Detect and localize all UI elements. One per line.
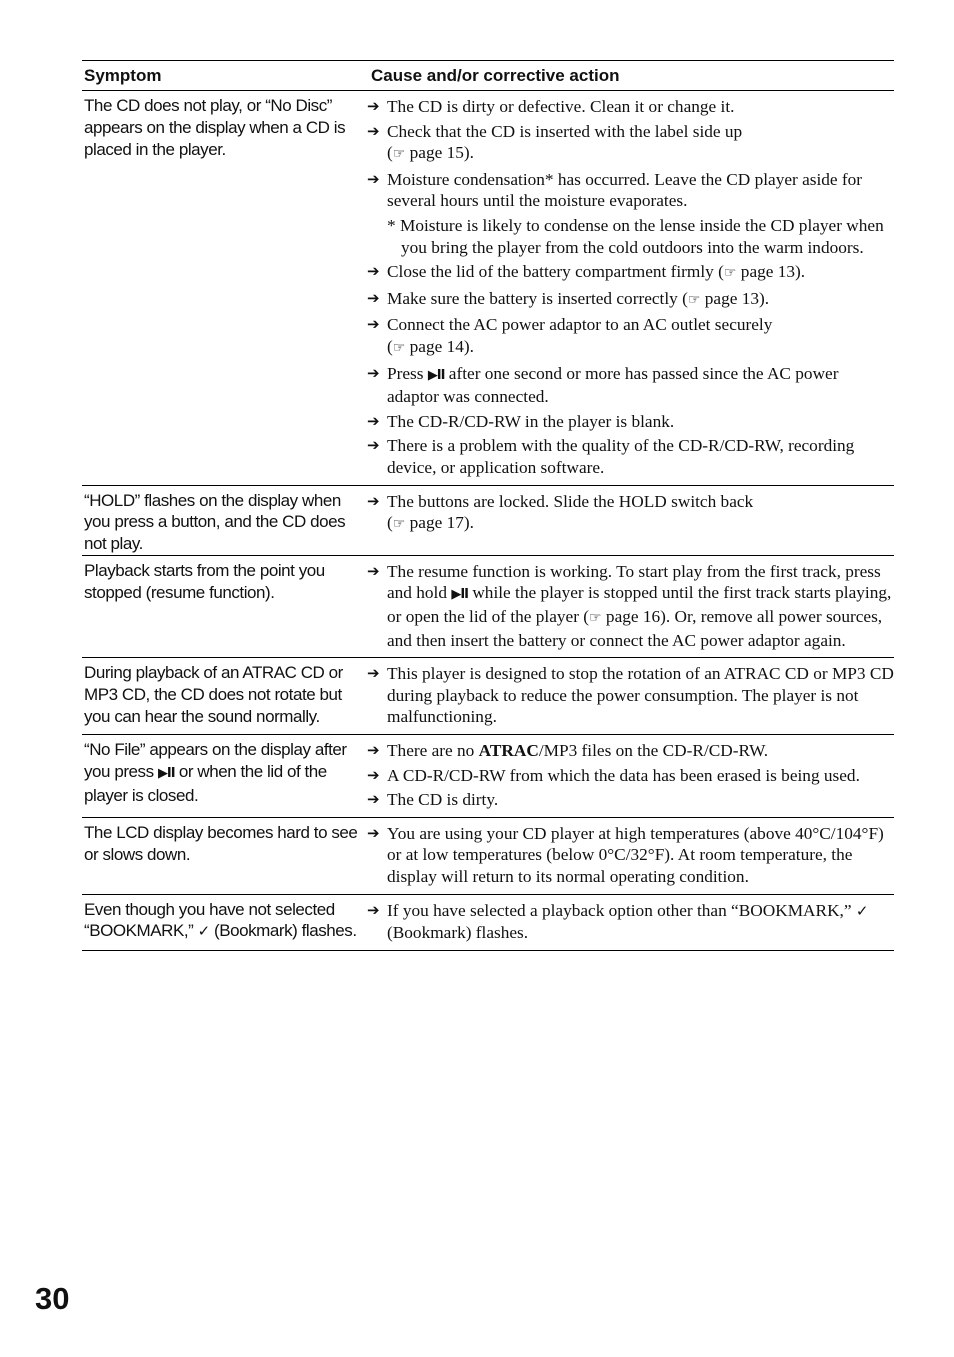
bookmark-icon: ✓ — [197, 922, 210, 941]
arrow-icon: ➔ — [367, 97, 380, 115]
table-row — [82, 818, 894, 895]
list-item: ➔ The CD is dirty or defective. Clean it or change it. — [367, 97, 735, 116]
bookmark-icon: ✓ — [855, 901, 869, 920]
footnote: * Moisture is likely to condense on the lense inside the CD player when you bring the player from the cold outdoors into the warm indoors. — [387, 215, 884, 257]
symptom-cell: “HOLD” flashes on the display when you press a button, and the CD does not play. — [84, 490, 346, 554]
pointing-hand-icon: ☞ — [723, 265, 737, 282]
arrow-icon: ➔ — [367, 741, 380, 760]
pointing-hand-icon: ☞ — [687, 291, 701, 308]
arrow-icon: ➔ — [367, 121, 380, 140]
table-header — [82, 61, 894, 91]
arrow-icon: ➔ — [367, 288, 380, 307]
list-item: ➔ The CD is dirty. — [367, 790, 499, 810]
list-item: ➔ The CD-R/CD-RW in the player is blank. — [367, 411, 675, 431]
arrow-icon: ➔ — [367, 561, 380, 580]
symptom-cell: Playback starts from the point you stopped (resume function). — [84, 560, 325, 602]
arrow-icon: ➔ — [367, 790, 380, 809]
header-symptom: Symptom — [84, 65, 162, 85]
symptom-cell: During playback of an ATRAC CD or MP3 CD, the CD does not rotate but you can hear the sound normally. — [84, 663, 343, 726]
table-row — [82, 556, 894, 658]
list-item: ➔ Moisture condensation* has occurred. Leave the CD player aside for several hours until the moisture evaporates. — [367, 169, 863, 211]
list-item: ➔ You are using your CD player at high temperatures (above 40°C/104°F) or at low temperatures (below 0°C/32°F). At room temperature, the display will return to its normal operating condition. — [367, 823, 884, 887]
pointing-hand-icon: ☞ — [589, 610, 602, 627]
list-item: ➔ Connect the AC power adaptor to an AC outlet securely (☞ page 14). — [367, 315, 773, 356]
list-item: ➔ Make sure the battery is inserted correctly (☞ page 13). — [367, 288, 770, 308]
list-item: ➔ If you have selected a playback option other than “BOOKMARK,” ✓ (Bookmark) flashes. — [367, 900, 869, 943]
list-item: ➔ This player is designed to stop the rotation of an ATRAC CD or MP3 CD during playback to reduce the power consumption. The player is not malfunctioning. — [367, 664, 894, 727]
page-number: 30 — [35, 1281, 70, 1316]
table-row — [82, 895, 894, 951]
arrow-icon: ➔ — [367, 411, 380, 430]
table-row — [82, 735, 894, 818]
action-cell — [364, 91, 894, 485]
list-item: ➔ The buttons are locked. Slide the HOLD switch back (☞ page 17). — [367, 491, 754, 533]
arrow-icon: ➔ — [367, 169, 380, 188]
troubleshooting-table — [82, 60, 894, 951]
action-cell — [364, 735, 894, 817]
arrow-icon: ➔ — [367, 491, 380, 510]
table-row — [82, 91, 894, 486]
arrow-icon: ➔ — [367, 262, 380, 281]
arrow-icon: ➔ — [367, 765, 380, 784]
arrow-icon: ➔ — [367, 664, 380, 683]
list-item: ➔ The resume function is working. To start play from the first track, press and hold ▶II while the player is stopped until the first track starts playing, or open the lid of the player (☞ page 16). Or, remove all power sources, and then insert the battery or connect the AC power adaptor again. — [367, 561, 892, 650]
atrac-logo: ATRAC — [478, 741, 539, 761]
symptom-cell: The CD does not play, or “No Disc” appears on the display when a CD is placed in the player. — [84, 96, 346, 159]
list-item: ➔ Close the lid of the battery compartment firmly (☞ page 13). — [367, 262, 806, 282]
arrow-icon: ➔ — [367, 823, 380, 842]
pointing-hand-icon: ☞ — [392, 146, 406, 163]
list-item: ➔ A CD-R/CD-RW from which the data has been erased is being used. — [367, 765, 860, 785]
arrow-icon: ➔ — [367, 436, 380, 455]
list-item: ➔ Press ▶II after one second or more has passed since the AC power adaptor was connected. — [367, 363, 839, 407]
pointing-hand-icon: ☞ — [392, 339, 406, 356]
list-item: ➔ There is a problem with the quality of the CD-R/CD-RW, recording device, or application software. — [367, 436, 855, 477]
header-cause: Cause and/or corrective action — [371, 65, 620, 85]
arrow-icon: ➔ — [367, 363, 380, 382]
action-cell — [364, 818, 894, 894]
arrow-icon: ➔ — [367, 315, 380, 334]
action-cell — [364, 556, 894, 657]
symptom-cell: “No File” appears on the display after you press ▶II or when the lid of the player is closed. — [84, 740, 347, 805]
play-pause-icon: ▶II — [451, 587, 468, 603]
action-cell — [364, 486, 894, 555]
list-item: ➔ Check that the CD is inserted with the label side up (☞ page 15). — [367, 121, 743, 163]
symptom-cell: The LCD display becomes hard to see or slows down. — [84, 822, 358, 864]
pointing-hand-icon: ☞ — [392, 516, 406, 533]
symptom-cell: Even though you have not selected “BOOKMARK,” ✓ (Bookmark) flashes. — [84, 899, 357, 941]
play-pause-icon: ▶II — [157, 765, 175, 781]
play-pause-icon: ▶II — [427, 367, 445, 383]
action-cell — [364, 658, 894, 734]
list-item: ➔ There are no ATRAC/MP3 files on the CD-R/CD-RW. — [367, 741, 769, 761]
table-row — [82, 658, 894, 735]
action-cell — [364, 895, 894, 950]
table-row — [82, 486, 894, 556]
arrow-icon: ➔ — [367, 900, 380, 919]
